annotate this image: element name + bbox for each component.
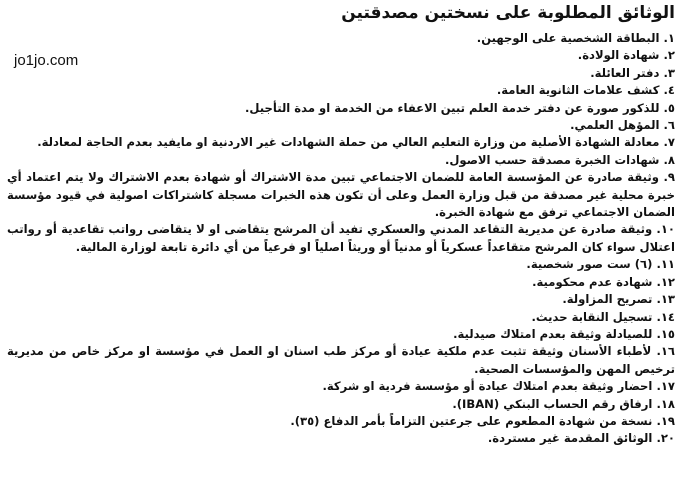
list-item [7,256,675,273]
list-item [7,309,675,326]
list-item [7,221,675,256]
item-number: ١٦. [656,344,675,359]
item-number: ١. [663,31,675,45]
item-number: ١٠. [656,222,675,237]
list-item [7,169,675,221]
list-item [7,396,675,413]
item-text: ارفاق رقم الحساب البنكي (IBAN). [452,396,653,411]
list-item [7,430,675,447]
item-number: ١٣. [656,292,675,307]
list-item [7,378,675,395]
item-number: ٩. [663,170,675,185]
list-item [7,134,675,151]
item-text: نسخة من شهادة المطعوم على جرعتين التزاماً بأمر الدفاع (٣٥). [290,413,653,428]
item-text: كشف علامات الثانوية العامة. [496,83,660,98]
item-text: شهادة الولادة. [577,48,660,63]
item-text: تصريح المزاولة. [562,292,653,307]
item-number: ٧. [663,135,675,150]
item-number: ١٧. [656,379,675,394]
list-item [7,274,675,291]
item-text: للصيادلة وثيقة بعدم امتلاك صيدلية. [453,326,653,341]
item-text: شهادات الخبرة مصدقة حسب الاصول. [444,152,660,167]
item-number: ١٨. [656,396,675,411]
item-text: المؤهل العلمي. [570,118,660,133]
item-number: ١٩. [656,413,675,428]
list-item [7,326,675,343]
site-watermark: jo1jo.com [14,52,79,69]
page-title: الوثائق المطلوبة على نسختين مصدقتين [341,3,675,23]
item-text: معادلة الشهادة الأصلية من وزارة التعليم العالي من حملة الشهادات غير الاردنية او مايفيد بعدم الحاجة لمعادلة. [37,135,660,150]
list-item [7,343,675,378]
list-item [7,100,675,117]
list-item [7,117,675,134]
item-text: (٦) ست صور شخصية. [526,257,653,272]
item-number: ٢. [663,48,675,63]
list-item [7,291,675,308]
item-number: ٨. [663,152,675,167]
list-item [7,413,675,430]
item-number: ١٥. [656,326,675,341]
item-text: احضار وثيقة بعدم امتلاك عيادة أو مؤسسة فردية او شركة. [322,379,653,394]
list-item [7,65,675,82]
item-text: للذكور صورة عن دفتر خدمة العلم تبين الاعفاء من الخدمة او مدة التأجيل. [245,100,660,115]
item-number: ١٢. [656,274,675,289]
item-text: دفتر العائلة. [590,65,660,80]
list-item [7,47,675,64]
item-number: ٢٠. [656,431,675,446]
item-number: ٣. [663,65,675,80]
list-item [7,152,675,169]
item-number: ١٤. [656,309,675,324]
item-text: البطاقة الشخصية على الوجهين. [476,31,660,45]
item-text: لأطباء الأسنان وثيقة تثبت عدم ملكية عيادة أو مركز طب اسنان او العمل في مؤسسة او مركز خاص من مديرية ترخيص المهن والمؤسسات الصحية. [7,344,675,376]
item-number: ١١. [656,257,675,272]
list-item [7,82,675,99]
item-number: ٦. [663,118,675,133]
item-text: الوثائق المقدمة غير مستردة. [487,431,653,446]
list-item [7,30,675,47]
item-number: ٤. [663,83,675,98]
item-text: شهادة عدم محكومية. [532,274,653,289]
item-text: وثيقة صادرة عن المؤسسة العامة للضمان الاجتماعي تبين مدة الاشتراك أو شهادة بعدم الاشتراك ولا يتم اعتماد أي خبرة محلية غير مصدقة من قبل وزارة العمل وعلى أن تكون هذه الخبرات مسجلة كاشتراكات اصولية في قيود مؤسسة الضمان الاجتماعي ترفق مع شهادة الخبرة. [7,170,675,220]
item-text: وثيقة صادرة عن مديرية التقاعد المدني والعسكري تفيد أن المرشح يتقاضى او لا يتقاضى رواتب تقاعدية أو رواتب اعتلال سواء كان المرشح متقاعداً عسكرياً أو مدنياً أو وريثاً اصلياً او فرعياً من أي دائرة تابعة لوزارة المالية. [7,222,675,254]
item-number: ٥. [663,100,675,115]
item-text: تسجيل النقابة حديث. [531,309,653,324]
required-documents-list [7,30,675,448]
